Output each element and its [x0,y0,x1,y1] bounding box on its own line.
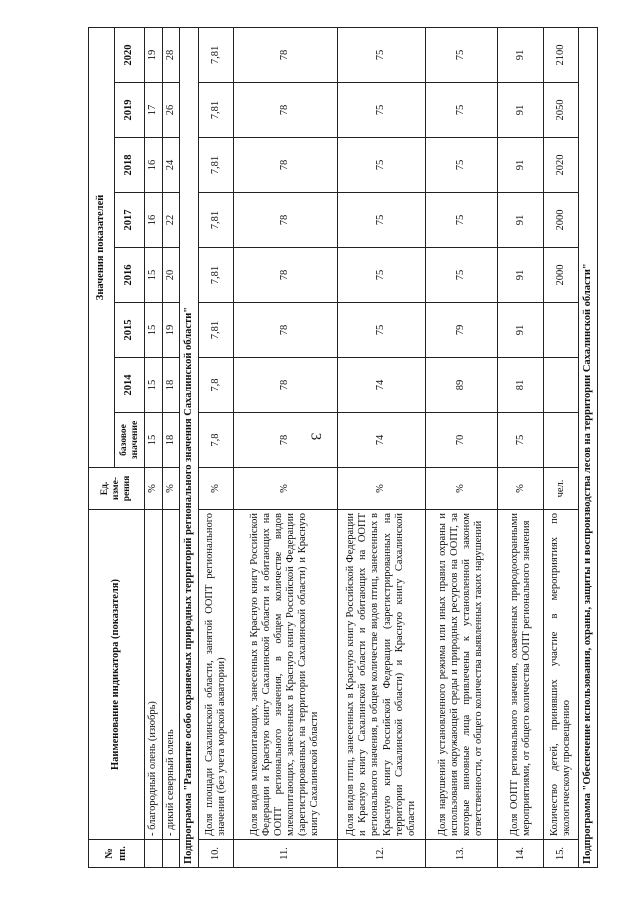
year-value-cell: 22 [162,193,180,248]
indicator-name: - благородный олень (изюбрь) [145,510,163,840]
year-value-cell: 7,81 [198,83,233,138]
base-value-cell: 15 [145,413,163,468]
year-value-cell: 91 [497,248,544,303]
year-value-cell: 7,81 [198,248,233,303]
year-value-cell: 91 [497,303,544,358]
subprogram-row [579,27,598,867]
table-row [544,27,579,867]
year-value-cell: 7,81 [198,138,233,193]
indicator-name: Доля нарушений установленного режима или иных правил охраны и использования окружающей среды и природных ресурсов на ООПТ, за которые виновные лица привлечены к установленной законом ответственности, от общего количества выявленных таких нарушений [425,510,497,840]
year-value-cell: 2000 [544,193,579,248]
year-value-cell: 7,81 [198,193,233,248]
year-value-cell: 78 [233,138,338,193]
row-number: 10. [198,840,233,868]
year-value-cell: 75 [425,193,497,248]
table-row [233,27,338,867]
base-value-cell [544,413,579,468]
year-value-cell: 89 [425,358,497,413]
base-value-cell: 78 [233,413,338,468]
header-year: 2020 [115,27,145,82]
unit-cell: % [162,468,180,510]
indicator-name: - дикий северный олень [162,510,180,840]
header-year: 2019 [115,83,145,138]
unit-cell: % [233,468,338,510]
year-value-cell: 24 [162,138,180,193]
year-value-cell: 75 [425,27,497,82]
year-value-cell: 75 [425,83,497,138]
subprogram-title: Подпрограмма "Развитие особо охраняемых природных территорий регионального значения Сахалинской области" [180,27,199,867]
indicator-name: Доля видов птиц, занесенных в Красную книгу Российской Федерации и Красную книгу Сахалинской области и обитающих на ООПТ регионального значения, в общем количестве видов птиц, занесенных в Красную книгу Российской Федерации (зарегистрированных на территории Сахалинской области) и Красную книгу Сахалинской области [338,510,426,840]
year-value-cell: 78 [233,83,338,138]
header-year: 2015 [115,303,145,358]
base-value-cell: 7,8 [198,413,233,468]
year-value-cell: 79 [425,303,497,358]
year-value-cell: 75 [425,248,497,303]
base-value-cell: 75 [497,413,544,468]
year-value-cell: 17 [145,83,163,138]
row-number: 11. [233,840,338,868]
table-row [162,27,180,867]
indicator-name: Количество детей, принявших участие в мероприятиях по экологическому просвещению [544,510,579,840]
year-value-cell: 78 [233,27,338,82]
year-value-cell: 16 [145,193,163,248]
header-values-group: Значения показателей [89,27,115,467]
year-value-cell: 91 [497,27,544,82]
header-year: 2017 [115,193,145,248]
unit-cell: % [425,468,497,510]
unit-cell: % [198,468,233,510]
header-num: № пп. [89,840,145,868]
table-header-row [89,27,115,867]
header-year: 2016 [115,248,145,303]
year-value-cell: 75 [425,138,497,193]
year-value-cell: 28 [162,27,180,82]
year-value-cell: 2020 [544,138,579,193]
year-value-cell: 19 [145,27,163,82]
year-value-cell: 78 [233,248,338,303]
year-value-cell: 26 [162,83,180,138]
header-name: Наименование индикатора (показателя) [89,510,145,840]
unit-cell: чел. [544,468,579,510]
table-row [425,27,497,867]
header-year: 2014 [115,358,145,413]
page-number: 3 [307,432,324,441]
subprogram-row [180,27,199,867]
year-value-cell: 2100 [544,27,579,82]
year-value-cell: 91 [497,83,544,138]
year-value-cell: 75 [338,248,426,303]
year-value-cell: 15 [145,358,163,413]
year-value-cell: 18 [162,358,180,413]
indicator-table [88,27,598,868]
table-row [198,27,233,867]
indicator-name: Доля ООПТ регионального значения, охваченных природоохранными мероприятиями, от общего количества ООПТ регионального значения [497,510,544,840]
table-row [338,27,426,867]
year-value-cell [544,358,579,413]
header-year: 2018 [115,138,145,193]
year-value-cell: 75 [338,193,426,248]
year-value-cell: 81 [497,358,544,413]
year-value-cell: 15 [145,303,163,358]
header-base: базовое значение [115,413,145,468]
year-value-cell: 74 [338,358,426,413]
row-number: 15. [544,840,579,868]
year-value-cell: 78 [233,193,338,248]
base-value-cell: 70 [425,413,497,468]
year-value-cell: 78 [233,358,338,413]
year-value-cell: 2000 [544,248,579,303]
year-value-cell: 19 [162,303,180,358]
year-value-cell: 2050 [544,83,579,138]
year-value-cell: 78 [233,303,338,358]
table-row [497,27,544,867]
year-value-cell: 7,8 [198,358,233,413]
subprogram-title: Подпрограмма "Обеспечение использования, охраны, защиты и воспроизводства лесов на территории Сахалинской области" [579,27,598,867]
unit-cell: % [338,468,426,510]
rotated-table-container [88,28,598,868]
year-value-cell: 16 [145,138,163,193]
unit-cell: % [497,468,544,510]
year-value-cell [544,303,579,358]
header-unit: Ед. изме-рения [89,468,145,510]
row-number: 14. [497,840,544,868]
indicator-name: Доля видов млекопитающих, занесенных в Красную книгу Российской Федерации и Красную книгу Сахалинской области и обитающих на ООПТ регионального значения, в общем количестве видов млекопитающих, занесенных в Красную книгу Российской Федерации (зарегистрированных на территории Сахалинской области) и Красную книгу Сахалинской области [233,510,338,840]
unit-cell: % [145,468,163,510]
year-value-cell: 91 [497,193,544,248]
year-value-cell: 75 [338,83,426,138]
row-number [145,840,163,868]
year-value-cell: 15 [145,248,163,303]
year-value-cell: 7,81 [198,303,233,358]
row-number: 12. [338,840,426,868]
year-value-cell: 75 [338,27,426,82]
table-row [145,27,163,867]
year-value-cell: 75 [338,138,426,193]
row-number [162,840,180,868]
base-value-cell: 18 [162,413,180,468]
row-number: 13. [425,840,497,868]
year-value-cell: 7,81 [198,27,233,82]
year-value-cell: 20 [162,248,180,303]
indicator-name: Доля площади Сахалинской области, занятой ООПТ регионального значения (без учета морской акватории) [198,510,233,840]
year-value-cell: 91 [497,138,544,193]
year-value-cell: 75 [338,303,426,358]
base-value-cell: 74 [338,413,426,468]
